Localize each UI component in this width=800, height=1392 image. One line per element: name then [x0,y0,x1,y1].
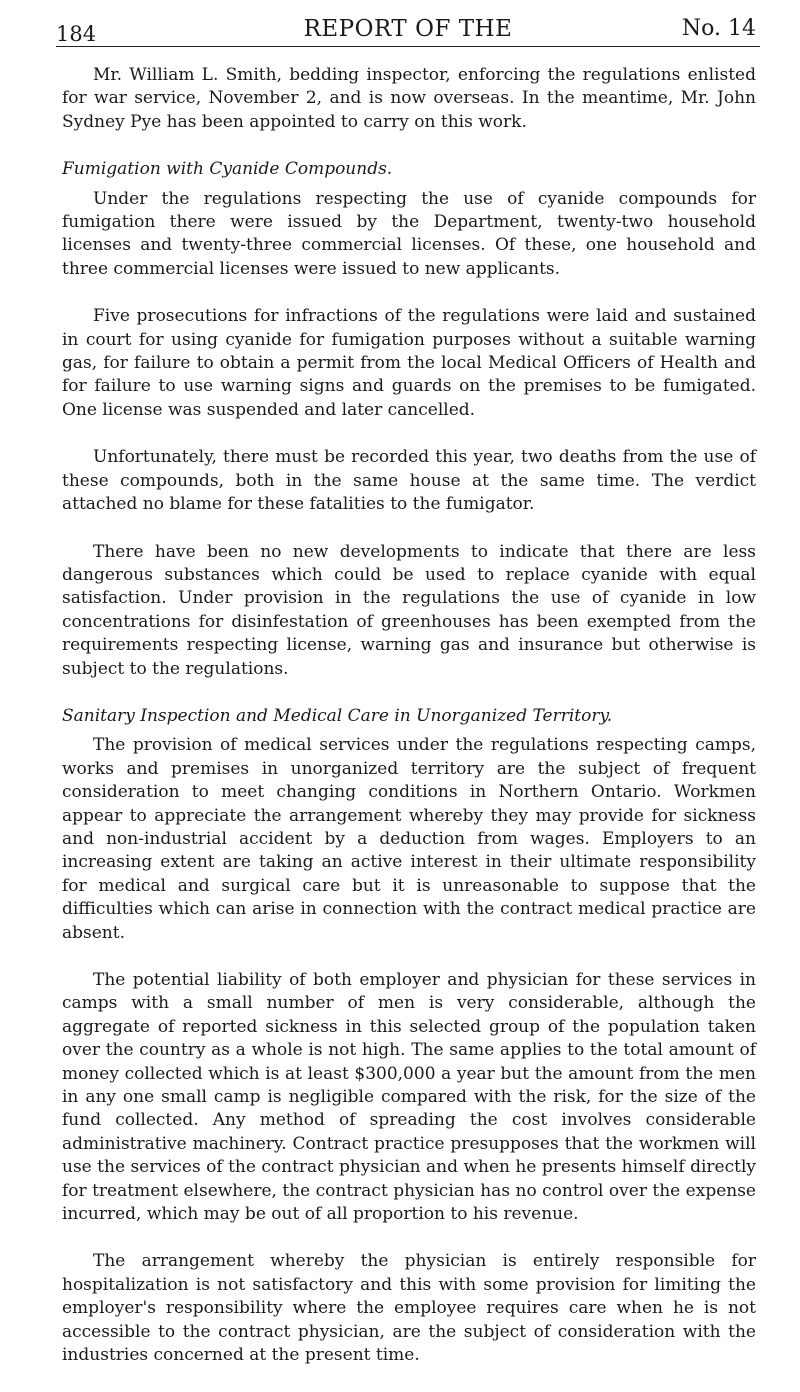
sanitary-paragraph-1: The provision of medical services under the regulations respecting camps, works and premises in unorganized territory are the subject of frequent consideration to meet changing conditions in Northern Ontario. Workmen appear to appreciate the arrangement whereby they may provide for sickness and non-industrial accident by a deduction from wages. Employers to an increasing extent are taking an active interest in their ultimate responsibility for medical and surgical care but it is unreasonable to suppose that the difficulties which can arise in connection with the contract medical practice are absent. [62,735,756,943]
sanitary-paragraph-3: The arrangement whereby the physician is entirely responsible for hospitalization is not satisfactory and this with some provision for limiting the employer's responsibility where the employee requires care when he is not accessible to the contract physician, are the subject of consideration with the industries concerned at the present time. [62,1251,756,1366]
page-header [56,12,760,47]
fumigation-paragraph-2: Five prosecutions for infractions of the regulations were laid and sustained in court for using cyanide for fumigation purposes without a suitable warning gas, for failure to obtain a permit from the local Medical Officers of Health and for failure to use warning signs and guards on the premises to be fumigated. One license was suspended and later cancelled. [62,306,756,420]
report-number: No. 14 [681,16,756,41]
page-number: 184 [56,22,97,46]
section-heading-sanitary: Sanitary Inspection and Medical Care in Unorganized Territory. [62,705,613,726]
sanitary-paragraph-2: The potential liability of both employer and physician for these services in camps with a small number of men is very considerable, although the aggregate of reported sickness in this selected group of the population taken over the country as a whole is not high. The same applies to the total amount of money collected which is at least $300,000 a year but the amount from the men in any one small camp is negligible compared with the risk, for the size of the fund collected. Any method of spreading the cost involves considerable administrative machinery. Contract practice presupposes that the workmen will use the services of the contract physician and when he presents himself directly for treatment elsewhere, the contract physician has no control over the expense incurred, which may be out of all proportion to his revenue. [62,970,756,1225]
section-heading-fumigation: Fumigation with Cyanide Compounds. [62,159,393,180]
fumigation-paragraph-1: Under the regulations respecting the use of cyanide compounds for fumigation there were issued by the Department, twenty-two household licenses and twenty-three commercial licenses. Of these, one household and three commercial licenses were issued to new applicants. [62,188,756,279]
intro-paragraph: Mr. William L. Smith, bedding inspector, enforcing the regulations enlisted for war service, November 2, and is now overseas. In the meantime, Mr. John Sydney Pye has been appointed to carry on this work. [62,65,756,132]
running-title: REPORT OF THE [303,16,513,42]
page-body [62,64,756,1392]
fumigation-paragraph-4: There have been no new developments to indicate that there are less dangerous substances which could be used to replace cyanide with equal satisfaction. Under provision in the regulations the use of cyanide in low concentrations for disinfestation of greenhouses has been exempted from the requirements respecting license, warning gas and insurance but otherwise is subject to the regulations. [62,541,756,679]
fumigation-paragraph-3: Unfortunately, there must be recorded this year, two deaths from the use of these compounds, both in the same house at the same time. The verdict attached no blame for these fatalities to the fumigator. [62,447,756,515]
